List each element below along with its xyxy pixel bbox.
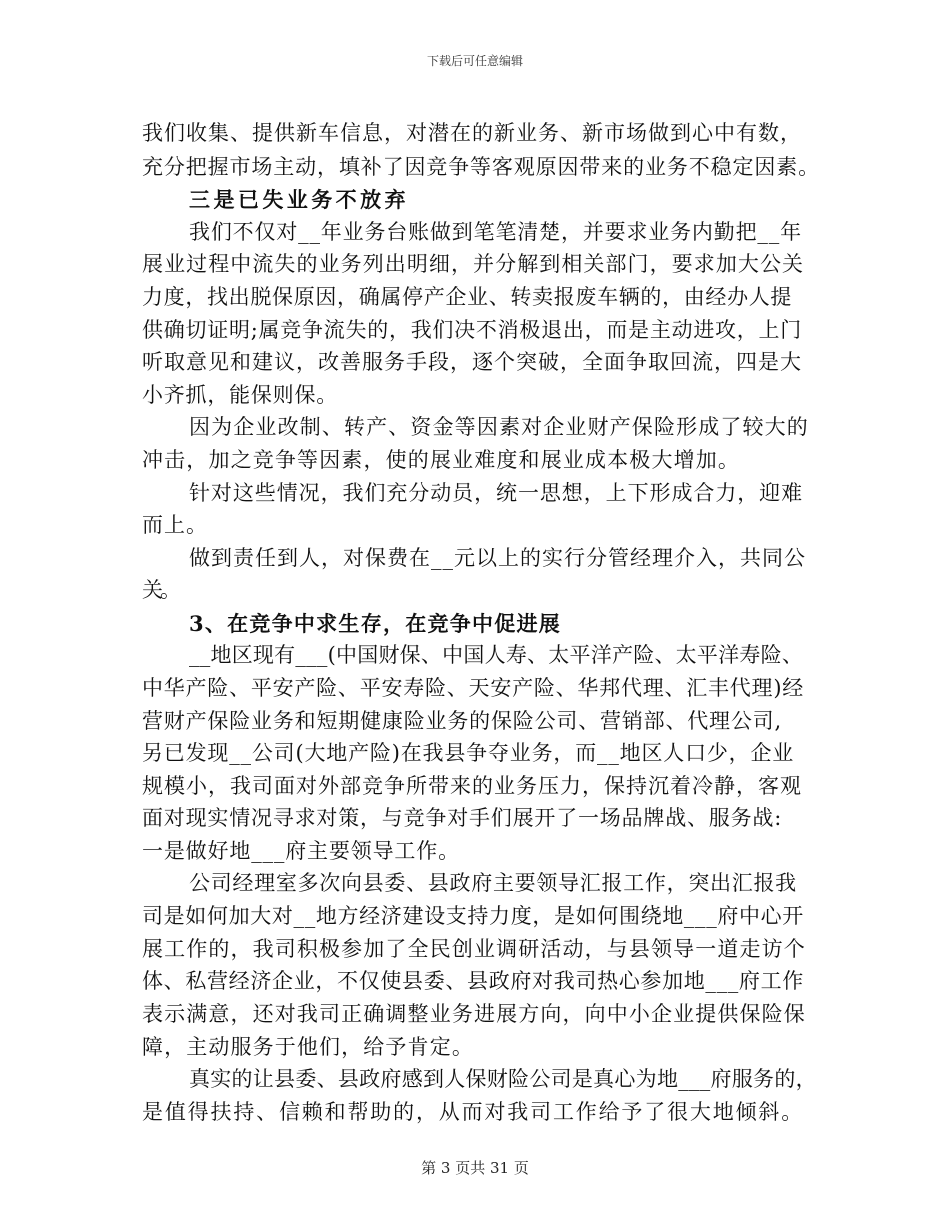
section-heading: 3、在竞争中求生存，在竞争中促进展 (189, 611, 562, 636)
text-line: 体、私营经济企业，不仅使县委、县政府对我司热心参加地___府工作 (142, 969, 804, 993)
text-line: 因为企业改制、转产、资金等因素对企业财产保险形成了较大的 (189, 415, 809, 439)
text-line: 关。 (142, 578, 178, 602)
text-line: 听取意见和建议，改善服务手段，逐个突破，全面争取回流，四是大 (142, 350, 802, 374)
text-line: 而上。 (142, 513, 208, 537)
text-line: 障，主动服务于他们，给予肯定。 (142, 1035, 474, 1059)
text-line: 司是如何加大对__地方经济建设支持力度，是如何围绕地___府中心开 (142, 904, 804, 928)
text-line: 另已发现__公司(大地产险)在我县争夺业务，而__地区人口少，企业 (142, 741, 795, 765)
text-line: 我们收集、提供新车信息，对潜在的新业务、新市场做到心中有数， (142, 121, 802, 145)
text-line: 冲击，加之竞争等因素，使的展业难度和展业成本极大增加。 (142, 448, 741, 472)
text-line: 表示满意，还对我司正确调整业务进展方向，向中小企业提供保险保 (142, 1002, 806, 1026)
text-line: 小齐抓，能保则保。 (142, 383, 339, 407)
text-line: 一是做好地___府主要领导工作。 (142, 839, 460, 863)
page-header: 下载后可任意编辑 (426, 54, 523, 68)
section-heading: 三是已失业务不放弃 (189, 187, 409, 212)
text-line: 充分把握市场主动，填补了因竞争等客观原因带来的业务不稳定因素。 (142, 155, 820, 179)
text-line: 真实的让县委、县政府感到人保财险公司是真心为地___府服务的， (189, 1067, 817, 1091)
text-line: 针对这些情况，我们充分动员，统一思想，上下形成合力，迎难 (189, 481, 804, 505)
text-line: 公司经理室多次向县委、县政府主要领导汇报工作，突出汇报我 (189, 871, 797, 895)
text-line: 中华产险、平安产险、平安寿险、天安产险、华邦代理、汇丰代理)经 (142, 676, 805, 700)
text-line: 我们不仅对__年业务台账做到笔笔清楚，并要求业务内勤把__年 (189, 220, 802, 244)
text-line: 展业过程中流失的业务列出明细，并分解到相关部门，要求加大公关 (142, 252, 805, 276)
text-line: 供确切证明;属竞争流失的，我们决不消极退出，而是主动进攻，上门 (142, 318, 803, 342)
text-line: 是值得扶持、信赖和帮助的，从而对我司工作给予了很大地倾斜。 (142, 1100, 805, 1124)
text-line: 规模小，我司面对外部竞争所带来的业务压力，保持沉着冷静，客观 (142, 774, 802, 798)
text-line: 做到责任到人，对保费在__元以上的实行分管经理介入，共同公 (189, 546, 806, 570)
text-line: 营财产保险业务和短期健康险业务的保险公司、营销部、代理公司, (142, 709, 782, 733)
text-line: __地区现有___(中国财保、中国人寿、太平洋产险、太平洋寿险、 (189, 643, 804, 667)
text-line: 力度，找出脱保原因，确属停产企业、转卖报废车辆的，由经办人提 (142, 285, 793, 309)
page-footer: 第 3 页共 31 页 (421, 1159, 529, 1177)
text-line: 面对现实情况寻求对策，与竞争对手们展开了一场品牌战、服务战: (142, 806, 783, 830)
text-line: 展工作的，我司积极参加了全民创业调研活动，与县领导一道走访个 (142, 937, 806, 961)
